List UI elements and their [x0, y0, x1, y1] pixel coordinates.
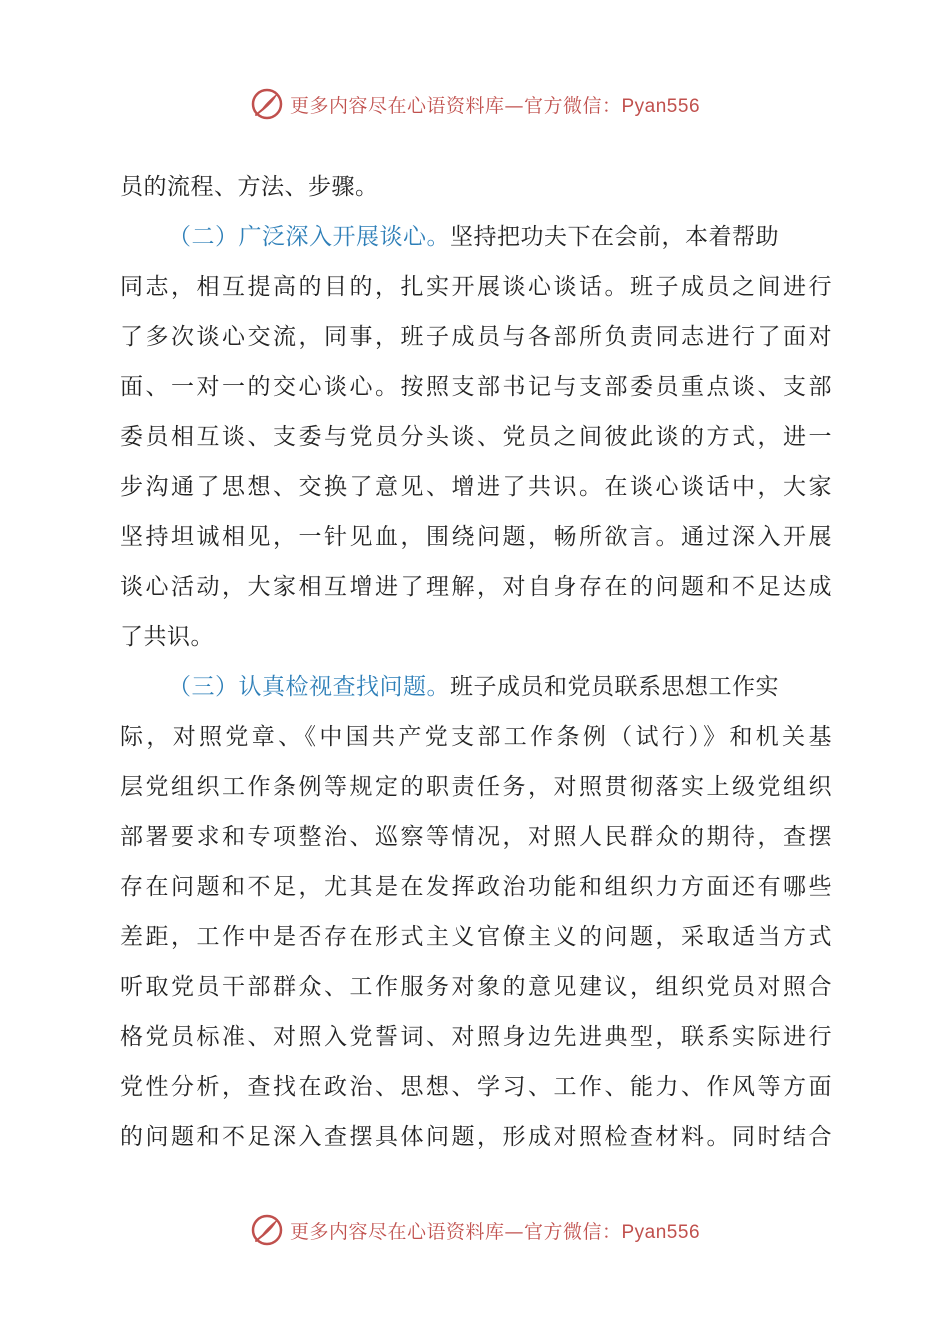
line-text: 层党组织工作条例等规定的职责任务，对照贯彻落实上级党组织 — [120, 774, 832, 800]
watermark-text: 更多内容尽在心语资料库—官方微信：Pyan556 — [289, 94, 701, 117]
line-text: 班子成员和党员联系思想工作实 — [450, 674, 779, 700]
text-line — [120, 512, 832, 562]
footer-watermark-banner — [0, 1210, 950, 1250]
line-text: 同志，相互提高的目的，扎实开展谈心谈话。班子成员之间进行 — [120, 274, 832, 300]
line-text: 际，对照党章、《中国共产党支部工作条例（试行）》和机关基 — [120, 724, 832, 750]
text-line — [120, 562, 832, 612]
line-text: 步沟通了思想、交换了意见、增进了共识。在谈心谈话中，大家 — [120, 474, 832, 500]
text-line — [120, 312, 832, 362]
text-line — [120, 162, 832, 212]
text-line — [120, 762, 832, 812]
line-text: 差距，工作中是否存在形式主义官僚主义的问题，采取适当方式 — [120, 924, 832, 950]
line-text: 员的流程、方法、步骤。 — [120, 174, 379, 200]
line-text: 坚持坦诚相见，一针见血，围绕问题，畅所欲言。通过深入开展 — [120, 524, 832, 550]
text-line — [120, 462, 832, 512]
text-line — [120, 412, 832, 462]
text-line — [120, 262, 832, 312]
text-line — [120, 362, 832, 412]
header-watermark-banner — [0, 84, 950, 124]
line-text: 坚持把功夫下在会前，本着帮助 — [450, 224, 779, 250]
text-line — [120, 812, 832, 862]
line-text: 党性分析，查找在政治、思想、学习、工作、能力、作风等方面 — [120, 1074, 832, 1100]
document-body — [120, 162, 832, 1162]
text-line — [120, 1062, 832, 1112]
line-text: 了多次谈心交流，同事，班子成员与各部所负责同志进行了面对 — [120, 324, 832, 350]
text-line — [120, 862, 832, 912]
line-text: 面、一对一的交心谈心。按照支部书记与支部委员重点谈、支部 — [120, 374, 832, 400]
text-line — [120, 1112, 832, 1162]
section-heading: （二）广泛深入开展谈心。 — [168, 224, 450, 250]
quill-logo-icon — [250, 87, 284, 121]
text-line — [120, 612, 832, 662]
line-text: 存在问题和不足，尤其是在发挥政治功能和组织力方面还有哪些 — [120, 874, 832, 900]
quill-logo-icon — [250, 1213, 284, 1247]
text-line — [120, 662, 832, 712]
watermark-text: 更多内容尽在心语资料库—官方微信：Pyan556 — [289, 1220, 701, 1243]
line-text: 委员相互谈、支委与党员分头谈、党员之间彼此谈的方式，进一 — [120, 424, 832, 450]
text-line — [120, 962, 832, 1012]
text-line — [120, 712, 832, 762]
section-heading: （三）认真检视查找问题。 — [168, 674, 450, 700]
text-line — [120, 912, 832, 962]
line-text: 格党员标准、对照入党誓词、对照身边先进典型，联系实际进行 — [120, 1024, 832, 1050]
line-text: 部署要求和专项整治、巡察等情况，对照人民群众的期待，查摆 — [120, 824, 832, 850]
line-text: 听取党员干部群众、工作服务对象的意见建议，组织党员对照合 — [120, 974, 832, 1000]
line-text: 了共识。 — [120, 624, 214, 650]
line-text: 的问题和不足深入查摆具体问题，形成对照检查材料。同时结合 — [120, 1124, 832, 1150]
line-text: 谈心活动，大家相互增进了理解，对自身存在的问题和不足达成 — [120, 574, 832, 600]
text-line — [120, 212, 832, 262]
text-line — [120, 1012, 832, 1062]
